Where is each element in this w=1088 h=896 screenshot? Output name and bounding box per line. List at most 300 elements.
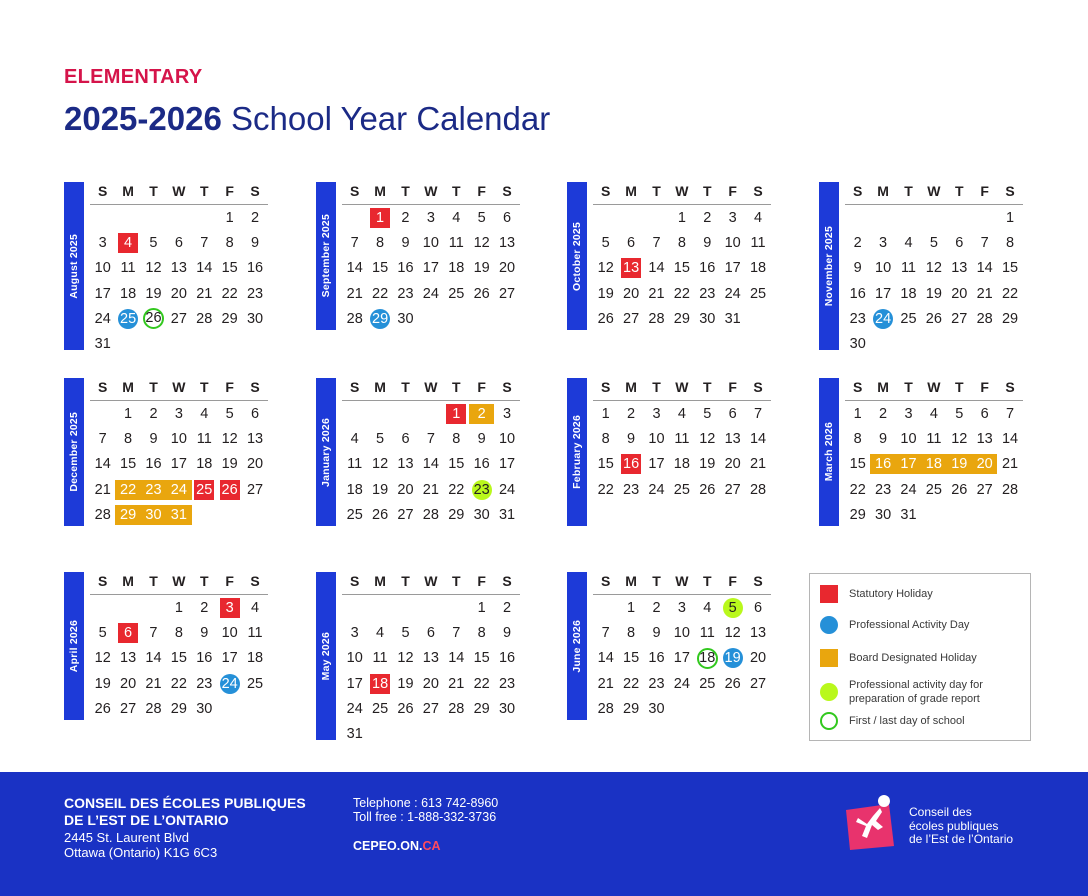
day-cell: 6 xyxy=(753,599,763,616)
day-cell: 23 xyxy=(397,285,414,302)
day-cell: 14 xyxy=(422,456,439,473)
day-cell: 4 xyxy=(754,209,763,226)
day-cell: 22 xyxy=(623,675,640,692)
month-label: January 2026 xyxy=(320,417,332,487)
day-cell: 1 xyxy=(853,405,862,422)
week-row xyxy=(845,477,1023,502)
telephone: Telephone : 613 742-8960 xyxy=(353,796,499,810)
day-cell: 14 xyxy=(145,650,162,667)
week-row xyxy=(342,452,520,477)
logo-text-line: de l’Est de l’Ontario xyxy=(909,832,1014,846)
day-cell: 27 xyxy=(623,310,640,327)
weekday-header: S xyxy=(250,183,260,199)
week-row xyxy=(342,646,520,671)
day-cell: 30 xyxy=(875,506,892,523)
day-cell: 3 xyxy=(174,405,183,422)
day-cell: 24 xyxy=(648,481,665,498)
empty-day-cell xyxy=(972,334,997,354)
day-cell: 26 xyxy=(397,700,414,717)
day-cell: 15 xyxy=(221,260,238,277)
day-cell: 8 xyxy=(677,234,686,251)
legend-label: Professional activity day for preparation of grade report xyxy=(849,679,983,705)
month-label-bar xyxy=(567,572,587,720)
day-cell: 16 xyxy=(196,650,213,667)
week-row xyxy=(593,595,771,620)
day-cell: 17 xyxy=(170,456,187,473)
week-row xyxy=(845,230,1023,255)
month-label-bar xyxy=(64,182,84,350)
day-cell: 11 xyxy=(120,260,136,277)
day-cell: 14 xyxy=(196,260,213,277)
day-cell: 21 xyxy=(1001,456,1019,473)
address-line: Ottawa (Ontario) K1G 6C3 xyxy=(64,845,218,860)
org-name-line: CONSEIL DES ÉCOLES PUBLIQUES xyxy=(64,795,306,811)
day-cell-pa: 29 xyxy=(372,310,389,327)
weekday-header: T xyxy=(702,573,712,589)
day-cell: 12 xyxy=(597,260,614,277)
month-label-bar xyxy=(316,378,336,526)
day-cell-firstlast: 18 xyxy=(697,648,718,669)
day-cell: 28 xyxy=(749,481,767,498)
empty-day-cell xyxy=(593,598,618,618)
day-cell: 4 xyxy=(703,599,712,616)
weekday-header: F xyxy=(225,379,234,395)
day-cell: 24 xyxy=(673,675,690,692)
legend-label: Statutory Holiday xyxy=(849,588,933,600)
weekday-header: T xyxy=(451,379,461,395)
day-cell: 13 xyxy=(724,430,741,447)
day-cell: 15 xyxy=(372,260,389,277)
weekday-header: T xyxy=(904,183,913,199)
day-cell: 12 xyxy=(372,456,389,473)
day-cell: 11 xyxy=(699,624,715,641)
weekday-header: T xyxy=(954,379,964,395)
weekday-header: T xyxy=(954,183,964,199)
day-cell: 27 xyxy=(498,285,516,302)
empty-day-cell xyxy=(997,334,1022,354)
day-cell: 14 xyxy=(749,430,767,447)
day-cell: 5 xyxy=(955,405,964,422)
empty-day-cell xyxy=(141,208,166,228)
day-cell: 18 xyxy=(196,456,213,473)
week-row xyxy=(845,426,1023,451)
day-cell: 12 xyxy=(145,260,162,277)
month-grid xyxy=(342,572,520,747)
day-cell: 23 xyxy=(699,285,716,302)
day-cell: 5 xyxy=(98,624,107,641)
empty-day-cell xyxy=(418,404,443,424)
week-row xyxy=(342,502,520,527)
empty-day-cell xyxy=(418,309,443,329)
day-cell: 8 xyxy=(124,430,133,447)
day-cell: 9 xyxy=(401,234,410,251)
month-label-bar xyxy=(819,378,839,526)
day-cell: 6 xyxy=(426,624,435,641)
day-cell: 21 xyxy=(976,285,993,302)
day-cell: 30 xyxy=(246,310,264,327)
week-row xyxy=(593,696,771,721)
month-label-bar xyxy=(316,182,336,330)
month-label-bar xyxy=(64,378,84,526)
day-cell: 28 xyxy=(1001,481,1019,498)
empty-day-cell xyxy=(695,699,720,719)
day-cell: 1 xyxy=(627,599,636,616)
day-cell: 8 xyxy=(477,624,486,641)
day-cell: 20 xyxy=(120,675,137,692)
day-cell: 27 xyxy=(397,506,414,523)
day-cell: 16 xyxy=(397,260,414,277)
day-cell: 29 xyxy=(1001,310,1019,327)
day-cell: 15 xyxy=(170,650,187,667)
day-cell: 11 xyxy=(900,260,916,277)
weekday-header: T xyxy=(401,183,410,199)
day-cell-stat: 1 xyxy=(370,208,390,228)
day-cell: 13 xyxy=(170,260,187,277)
empty-day-cell xyxy=(469,724,494,744)
day-cell: 23 xyxy=(849,310,866,327)
day-cell: 2 xyxy=(627,405,636,422)
empty-day-cell xyxy=(494,724,519,744)
red-square-icon xyxy=(820,585,838,603)
weekday-header: S xyxy=(502,573,512,589)
day-cell: 6 xyxy=(502,209,512,226)
day-cell: 13 xyxy=(246,430,264,447)
empty-day-cell xyxy=(972,505,997,525)
month-label-bar xyxy=(64,572,84,720)
day-cell: 5 xyxy=(477,209,486,226)
weekday-header: F xyxy=(980,183,989,199)
day-cell-pa: 24 xyxy=(221,675,238,692)
weekday-header: W xyxy=(675,379,689,395)
empty-day-cell xyxy=(242,334,267,354)
week-row xyxy=(845,331,1023,356)
day-cell: 6 xyxy=(980,405,989,422)
empty-day-cell xyxy=(242,699,267,719)
day-cell: 22 xyxy=(221,285,238,302)
day-cell: 22 xyxy=(170,675,187,692)
empty-day-cell xyxy=(469,309,494,329)
day-cell-stat: 25 xyxy=(196,481,213,498)
empty-day-cell xyxy=(669,699,694,719)
day-cell: 16 xyxy=(648,650,665,667)
weekday-header: W xyxy=(675,183,689,199)
day-cell: 6 xyxy=(401,430,410,447)
day-cell-board: 17 xyxy=(896,454,921,474)
weekday-header: M xyxy=(122,379,134,395)
weekday-header: S xyxy=(250,573,260,589)
day-cell-stat: 18 xyxy=(372,675,389,692)
weekday-header: T xyxy=(702,379,712,395)
week-row xyxy=(593,477,771,502)
empty-day-cell xyxy=(342,598,367,618)
week-row xyxy=(342,205,520,230)
week-row xyxy=(90,401,268,426)
empty-day-cell xyxy=(896,208,921,228)
month-grid xyxy=(342,182,520,331)
month-label: June 2026 xyxy=(571,619,583,673)
week-row xyxy=(90,646,268,671)
day-cell: 26 xyxy=(372,506,389,523)
day-cell: 30 xyxy=(473,506,490,523)
day-cell: 25 xyxy=(925,481,942,498)
empty-day-cell xyxy=(618,208,643,228)
day-cell: 14 xyxy=(1001,430,1019,447)
title-years: 2025-2026 xyxy=(64,100,222,137)
day-cell: 30 xyxy=(196,700,213,717)
legend-item-statutory xyxy=(820,585,1021,603)
empty-day-cell xyxy=(720,699,745,719)
day-cell: 11 xyxy=(674,430,690,447)
day-cell: 17 xyxy=(875,285,892,302)
day-cell: 20 xyxy=(724,456,741,473)
day-cell-firstlast: 26 xyxy=(143,308,164,329)
weekday-header: T xyxy=(451,183,461,199)
day-cell: 27 xyxy=(422,700,439,717)
day-cell: 19 xyxy=(94,675,111,692)
day-cell: 4 xyxy=(350,430,359,447)
empty-day-cell xyxy=(115,334,140,354)
weekday-header: S xyxy=(753,183,763,199)
day-cell: 1 xyxy=(601,405,610,422)
orange-square-icon xyxy=(820,649,838,667)
day-cell-grade: 5 xyxy=(723,598,743,618)
day-cell: 17 xyxy=(346,675,363,692)
empty-day-cell xyxy=(997,505,1022,525)
day-cell: 31 xyxy=(346,726,363,743)
day-cell: 9 xyxy=(200,624,209,641)
day-cell: 30 xyxy=(498,700,516,717)
day-cell: 7 xyxy=(149,624,158,641)
week-row xyxy=(90,306,268,331)
address-line: 2445 St. Laurent Blvd xyxy=(64,830,190,845)
weekday-header-row xyxy=(593,572,771,595)
day-cell: 12 xyxy=(699,430,716,447)
website-link[interactable] xyxy=(353,839,441,853)
month-label-bar xyxy=(316,572,336,740)
day-cell-stat: 26 xyxy=(221,481,238,498)
weekday-header: T xyxy=(149,573,158,589)
day-cell-board: 19 xyxy=(947,454,972,474)
day-cell: 7 xyxy=(754,405,763,422)
day-cell: 4 xyxy=(929,405,938,422)
weekday-header-row xyxy=(90,378,268,401)
day-cell: 7 xyxy=(426,430,435,447)
week-row xyxy=(593,620,771,645)
day-cell: 16 xyxy=(473,456,490,473)
weekday-header: S xyxy=(601,379,611,395)
day-cell: 19 xyxy=(145,285,162,302)
day-cell: 10 xyxy=(900,430,917,447)
day-cell: 13 xyxy=(422,650,439,667)
day-cell: 6 xyxy=(728,405,737,422)
day-cell: 29 xyxy=(221,310,238,327)
legend-item-first-last xyxy=(820,712,1021,730)
day-cell: 31 xyxy=(724,310,741,327)
weekday-header: W xyxy=(172,183,186,199)
day-cell: 23 xyxy=(246,285,264,302)
day-cell-stat: 13 xyxy=(623,260,640,277)
week-row xyxy=(342,401,520,426)
day-cell: 16 xyxy=(246,260,264,277)
day-cell: 28 xyxy=(976,310,993,327)
day-cell: 22 xyxy=(372,285,389,302)
day-cell: 10 xyxy=(170,430,187,447)
day-cell: 10 xyxy=(875,260,892,277)
day-cell: 28 xyxy=(422,506,439,523)
day-cell: 11 xyxy=(448,234,464,251)
day-cell: 6 xyxy=(955,234,964,251)
day-cell-stat: 3 xyxy=(220,598,240,618)
empty-day-cell xyxy=(141,334,166,354)
week-row xyxy=(90,452,268,477)
day-cell: 26 xyxy=(724,675,741,692)
weekday-header-row xyxy=(342,378,520,401)
day-cell: 8 xyxy=(376,234,385,251)
weekday-header: W xyxy=(424,183,438,199)
weekday-header: T xyxy=(199,573,209,589)
day-cell-board: 22 xyxy=(115,480,140,500)
day-cell: 10 xyxy=(346,650,363,667)
day-cell: 23 xyxy=(498,675,516,692)
day-cell: 17 xyxy=(724,260,741,277)
day-cell: 20 xyxy=(422,675,439,692)
day-cell: 30 xyxy=(648,700,665,717)
day-cell: 10 xyxy=(724,234,741,251)
weekday-header: T xyxy=(199,379,209,395)
day-cell-board: 24 xyxy=(166,480,191,500)
day-cell: 4 xyxy=(250,599,260,616)
empty-day-cell xyxy=(115,208,140,228)
day-cell: 9 xyxy=(879,430,888,447)
day-cell-board: 16 xyxy=(870,454,895,474)
weekday-header: M xyxy=(122,183,134,199)
day-cell: 25 xyxy=(372,700,389,717)
weekday-header: W xyxy=(675,573,689,589)
blue-circle-icon xyxy=(820,616,838,634)
day-cell: 15 xyxy=(1001,260,1019,277)
day-cell: 24 xyxy=(900,481,917,498)
month-grid xyxy=(593,572,771,721)
week-row xyxy=(342,426,520,451)
empty-day-cell xyxy=(644,208,669,228)
weekday-header: S xyxy=(502,183,512,199)
empty-day-cell xyxy=(921,208,946,228)
empty-day-cell xyxy=(192,505,217,525)
month-label: May 2026 xyxy=(320,631,332,681)
day-cell: 21 xyxy=(448,675,465,692)
empty-day-cell xyxy=(342,404,367,424)
empty-day-cell xyxy=(845,208,870,228)
weekday-header: S xyxy=(98,379,108,395)
month-label-bar xyxy=(819,182,839,350)
day-cell: 12 xyxy=(94,650,111,667)
weekday-header: M xyxy=(374,379,386,395)
day-cell: 17 xyxy=(221,650,238,667)
day-cell: 30 xyxy=(849,336,866,353)
month-label: August 2025 xyxy=(68,233,80,299)
day-cell: 11 xyxy=(926,430,942,447)
month-label: February 2026 xyxy=(571,415,583,489)
day-cell: 3 xyxy=(677,599,686,616)
day-cell-board: 29 xyxy=(115,505,140,525)
week-row xyxy=(342,256,520,281)
week-row xyxy=(90,595,268,620)
weekday-header: F xyxy=(477,379,486,395)
day-cell: 19 xyxy=(372,481,389,498)
weekday-header: F xyxy=(728,183,737,199)
week-row xyxy=(593,281,771,306)
page-title xyxy=(64,100,550,138)
day-cell: 7 xyxy=(1006,405,1015,422)
week-row xyxy=(593,426,771,451)
day-cell: 19 xyxy=(473,260,490,277)
day-cell: 20 xyxy=(170,285,187,302)
day-cell: 8 xyxy=(174,624,183,641)
empty-day-cell xyxy=(192,334,217,354)
title-text: School Year Calendar xyxy=(221,100,551,137)
logo-text-line: écoles publiques xyxy=(909,818,999,833)
day-cell: 10 xyxy=(94,260,111,277)
weekday-header: T xyxy=(451,573,461,589)
week-row xyxy=(90,620,268,645)
week-row xyxy=(342,696,520,721)
day-cell: 31 xyxy=(94,336,111,353)
day-cell: 1 xyxy=(174,599,183,616)
week-row xyxy=(593,452,771,477)
month-label: March 2026 xyxy=(823,422,835,482)
day-cell: 3 xyxy=(652,405,661,422)
day-cell-board: 20 xyxy=(972,454,997,474)
weekday-header: S xyxy=(350,573,360,589)
month-label: November 2025 xyxy=(823,225,835,307)
day-cell: 2 xyxy=(401,209,410,226)
weekday-header: F xyxy=(225,573,234,589)
day-cell: 3 xyxy=(350,624,359,641)
weekday-header-row xyxy=(342,572,520,595)
day-cell: 8 xyxy=(853,430,862,447)
day-cell: 9 xyxy=(652,624,661,641)
empty-day-cell xyxy=(342,208,367,228)
day-cell: 21 xyxy=(422,481,439,498)
month-grid xyxy=(342,378,520,527)
day-cell: 28 xyxy=(94,506,111,523)
month-grid xyxy=(90,572,268,721)
day-cell: 27 xyxy=(246,481,264,498)
week-row xyxy=(845,401,1023,426)
day-cell: 5 xyxy=(149,234,158,251)
day-cell: 27 xyxy=(170,310,187,327)
day-cell: 8 xyxy=(601,430,610,447)
day-cell: 4 xyxy=(904,234,913,251)
weekday-header: T xyxy=(904,379,913,395)
empty-day-cell xyxy=(217,505,242,525)
day-cell: 5 xyxy=(225,405,234,422)
weekday-header: M xyxy=(374,183,386,199)
day-cell: 9 xyxy=(250,234,260,251)
empty-day-cell xyxy=(166,208,191,228)
weekday-header: M xyxy=(374,573,386,589)
empty-day-cell xyxy=(896,334,921,354)
day-cell: 2 xyxy=(703,209,712,226)
day-cell: 14 xyxy=(448,650,465,667)
empty-day-cell xyxy=(217,699,242,719)
day-cell: 28 xyxy=(145,700,162,717)
weekday-header: F xyxy=(980,379,989,395)
empty-day-cell xyxy=(870,208,895,228)
day-cell: 5 xyxy=(376,430,385,447)
month-grid xyxy=(845,378,1023,527)
empty-day-cell xyxy=(393,724,418,744)
